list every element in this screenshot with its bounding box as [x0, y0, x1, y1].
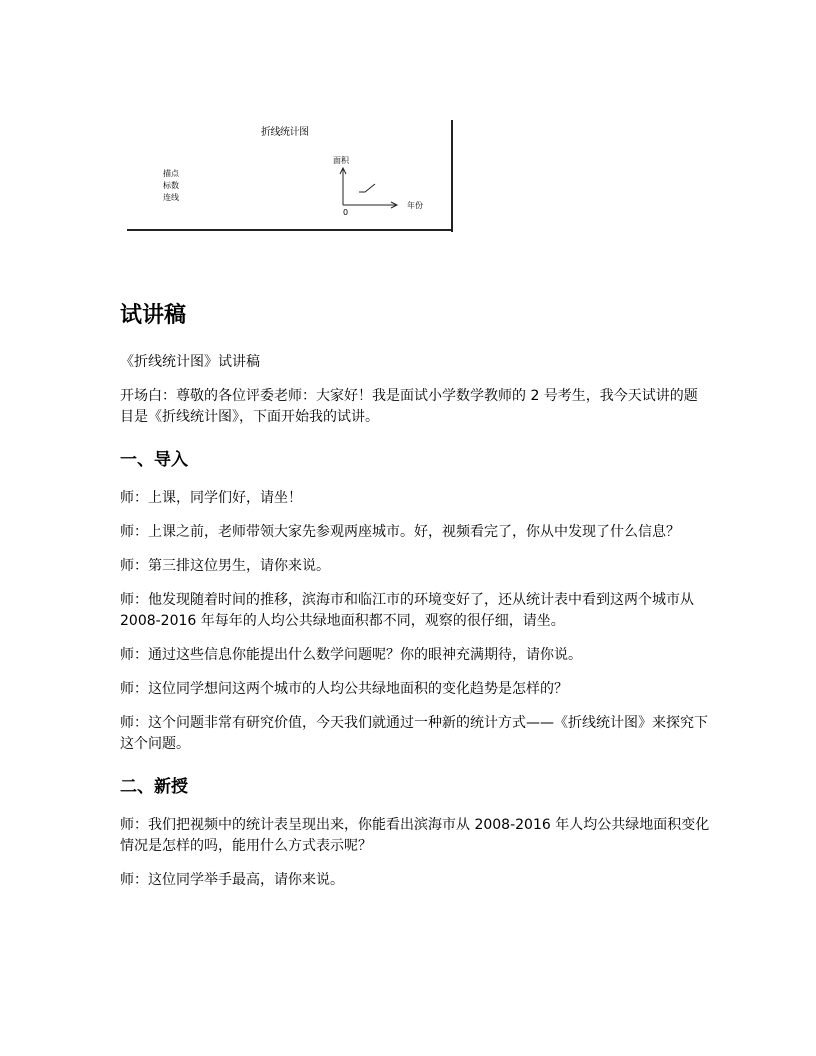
opening-paragraph: 开场白：尊敬的各位评委老师：大家好！我是面试小学数学教师的 2 号考生，我今天试讲的题目是《折线统计图》，下面开始我的试讲。: [120, 388, 698, 425]
paragraph: 师：上课之前，老师带领大家先参观两座城市。好，视频看完了，你从中发现了什么信息？: [120, 524, 680, 540]
paragraph: 师：这位同学举手最高，请你来说。: [120, 872, 344, 888]
paragraph: 师：第三排这位男生，请你来说。: [120, 558, 330, 574]
board-step: 标数: [163, 181, 179, 190]
blackboard-sketch: [127, 120, 453, 232]
board-step: 描点: [163, 169, 179, 178]
board-right-border: [451, 120, 453, 232]
paragraph: 师：通过这些信息你能提出什么数学问题呢？你的眼神充满期待，请你说。: [120, 647, 582, 663]
paragraph: 师：这个问题非常有研究价值，今天我们就通过一种新的统计方式——《折线统计图》来探究下这个问题。: [120, 715, 708, 752]
board-step: 连线: [163, 193, 179, 202]
page-title: 试讲稿: [120, 303, 187, 328]
y-axis-label: 面积: [333, 156, 349, 165]
board-bottom-border: [127, 229, 453, 231]
paragraph: 师：上课，同学们好，请坐！: [120, 490, 302, 506]
board-steps: [163, 168, 179, 204]
board-title: 折线统计图: [261, 127, 309, 138]
paragraph: 师：我们把视频中的统计表呈现出来，你能看出滨海市从 2008-2016 年人均公共绿地面积变化情况是怎样的吗，能用什么方式表示呢？: [120, 817, 710, 854]
section-heading-intro: 一、导入: [120, 450, 188, 470]
paragraph: 师：他发现随着时间的推移，滨海市和临江市的环境变好了，还从统计表中看到这两个城市从 2008-2016 年每年的人均公共绿地面积都不同，观察的很仔细，请坐。: [120, 592, 694, 629]
paragraph: 师：这位同学想问这两个城市的人均公共绿地面积的变化趋势是怎样的？: [120, 681, 568, 697]
document-subtitle: 《折线统计图》试讲稿: [120, 354, 260, 370]
x-axis-label: 年份: [407, 201, 423, 210]
section-heading-new-lesson: 二、新授: [120, 777, 188, 797]
axis-origin-label: 0: [343, 208, 349, 217]
document-body: [120, 300, 710, 891]
